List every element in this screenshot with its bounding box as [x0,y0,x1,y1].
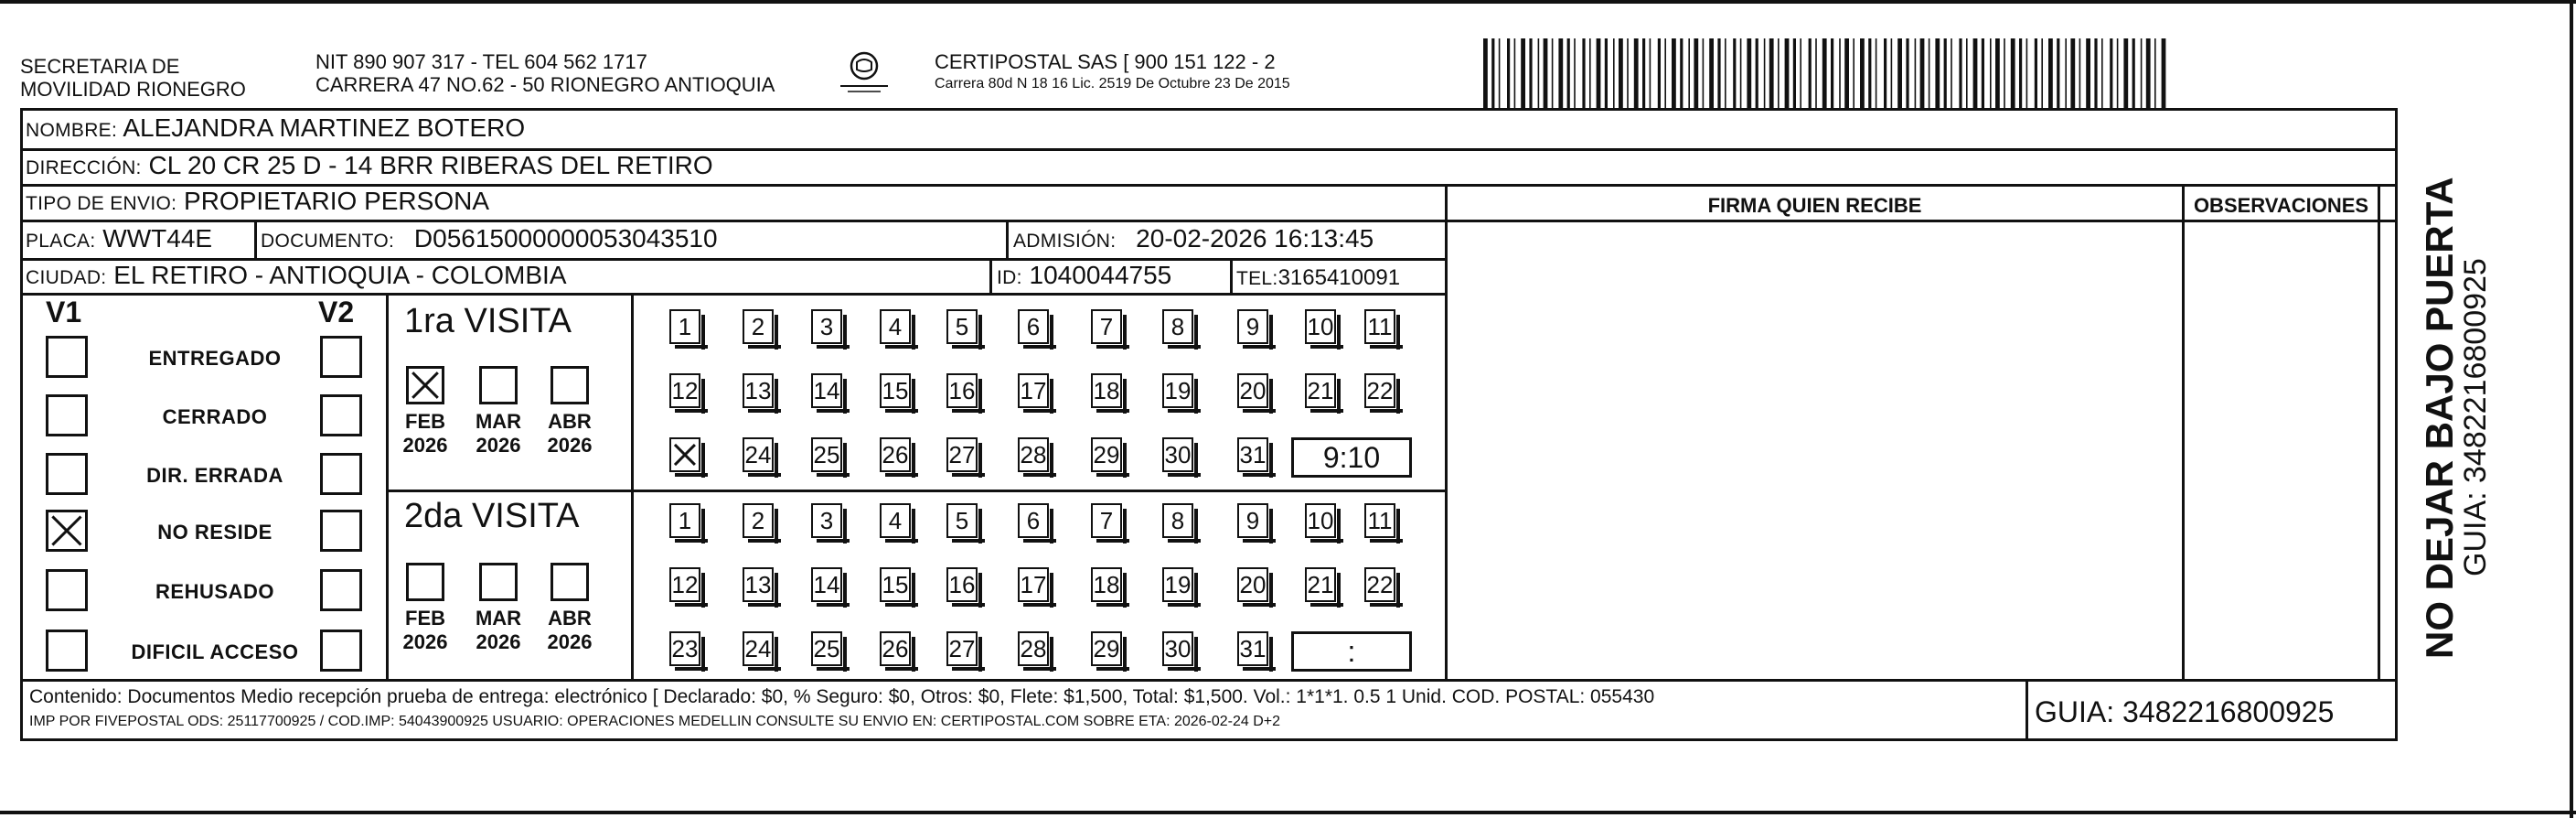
ciudad-cell [26,261,567,290]
barcode-bar [1860,38,1865,108]
visit1-day-box[interactable]: 2 [743,309,774,344]
visit1-month-label: ABR [548,410,592,433]
barcode-bar [1884,38,1887,108]
admision-label: ADMISIÓN: [1013,231,1117,252]
documento-label: DOCUMENTO: [261,231,395,252]
visit1-day-box[interactable]: 7 [1091,309,1122,344]
x-mark-icon [51,515,82,546]
visit2-day-box[interactable]: 10 [1305,503,1336,538]
barcode-bar [2019,38,2022,108]
col-line [2026,679,2028,741]
visit2-day-box[interactable]: 18 [1091,567,1122,602]
row-line [20,220,2398,222]
row-line [2186,220,2398,222]
barcode-bar [1619,38,1623,108]
barcode-bar [1694,38,1698,108]
address-line: CARRERA 47 NO.62 - 50 RIONEGRO ANTIOQUIA [315,73,775,96]
col-line [1230,258,1233,293]
barcode-bar [1951,38,1952,108]
barcode-bar [1658,38,1661,108]
placa-cell [26,224,212,253]
v2-checkbox[interactable] [320,630,362,672]
visit2-year-label: 2026 [402,630,448,653]
barcode-bar [1785,38,1790,108]
visit2-month-label: ABR [548,607,592,630]
side-big: NO DEJAR BAJO PUERTA [2418,177,2461,659]
barcode-bar [1613,38,1615,108]
visit1-time-box[interactable]: 9:10 [1291,437,1412,478]
visit2-day-box[interactable]: 22 [1364,567,1395,602]
visit1-day-box[interactable]: 18 [1091,373,1122,408]
v1-checkbox[interactable] [46,630,88,672]
v1-checkbox[interactable] [46,394,88,436]
barcode-bar [1688,38,1690,108]
courier-line2: Carrera 80d N 18 16 Lic. 2519 De Octubre 23 De 2015 [935,76,1290,91]
barcode-bar [1605,38,1608,108]
barcode-bar [1634,38,1639,108]
ciudad-value: EL RETIRO - ANTIOQUIA - COLOMBIA [113,261,567,289]
status-label: NO RESIDE [157,521,273,544]
nombre-row [26,113,525,143]
barcode-bar [2146,38,2151,108]
v1-checkbox[interactable] [46,336,88,378]
visit1-day-box[interactable]: 6 [1018,309,1049,344]
visit1-day-box[interactable]: 25 [811,437,842,472]
barcode-bar [1778,38,1780,108]
tipo-label: TIPO DE ENVIO: [26,193,177,214]
barcode-bar [1650,38,1651,108]
barcode-bar [2057,38,2059,108]
visit1-day-box[interactable]: 17 [1018,373,1049,408]
barcode-bar [1574,38,1576,108]
visit1-month-label: FEB [405,410,445,433]
visit2-day-box[interactable]: 8 [1162,503,1193,538]
barcode-bar [2026,38,2028,108]
direccion-value: CL 20 CR 25 D - 14 BRR RIBERAS DEL RETIRO [148,151,713,179]
barcode-bar [1891,38,1893,108]
side-text [2383,146,2566,659]
barcode-bar [1703,38,1705,108]
barcode-bar [1582,38,1585,108]
barcode-bar [2094,38,2097,108]
barcode-bar [1538,38,1540,108]
visit1-day-box[interactable]: 20 [1237,373,1268,408]
visit1-day-box[interactable]: 11 [1364,309,1395,344]
status-label: REHUSADO [155,580,274,603]
barcode-bar [1973,38,1978,108]
visit2-day-box[interactable]: 11 [1364,503,1395,538]
visit1-day-box[interactable]: 8 [1162,309,1193,344]
status-label: DIR. ERRADA [146,464,283,487]
barcode-bar [1839,38,1841,108]
tel-cell [1236,265,1400,291]
nombre-label: NOMBRE: [26,120,118,141]
visit2-day-box[interactable]: 19 [1162,567,1193,602]
barcode-bar [1597,38,1601,108]
visit2-day-box[interactable]: 13 [743,567,774,602]
visit2-day-box[interactable]: 20 [1237,567,1268,602]
visit1-day-box[interactable]: 1 [669,309,700,344]
visit2-day-box[interactable]: 15 [880,567,911,602]
visit1-day-box[interactable]: 3 [811,309,842,344]
barcode-bar [1544,38,1548,108]
barcode-bar [1966,38,1968,108]
barcode-bar [2123,38,2128,108]
col-line [631,293,634,679]
barcode-bar [1906,38,1908,108]
barcode-bar [1935,38,1940,108]
barcode-bar [1514,38,1516,108]
visit1-day-box[interactable]: 15 [880,373,911,408]
visit1-month-checkbox[interactable] [550,366,589,404]
visit2-day-box[interactable]: 2 [743,503,774,538]
col-line [2378,184,2380,679]
visit1-day-box[interactable]: 16 [946,373,978,408]
barcode-bar [1809,38,1812,108]
visit1-year-label: 2026 [402,434,448,457]
visit2-day-box[interactable]: 24 [743,631,774,666]
courier-info [935,50,1290,93]
side-guia: GUIA: 3482216800925 [2458,258,2493,576]
barcode-bar [1822,38,1827,108]
col-line [989,258,992,293]
v1-checkbox[interactable] [46,453,88,495]
barcode-bar [1844,38,1849,108]
visit1-day-box[interactable]: 13 [743,373,774,408]
visit2-day-box[interactable]: 6 [1018,503,1049,538]
visit2-year-label: 2026 [547,630,593,653]
barcode-bar [2117,38,2119,108]
visit2-day-box[interactable]: 31 [1237,631,1268,666]
barcode-bar [1680,38,1683,108]
barcode-bar [1929,38,1930,108]
visit1-day-box[interactable]: 14 [811,373,842,408]
visit2-day-box[interactable]: 27 [946,631,978,666]
visit2-day-box[interactable]: 28 [1018,631,1049,666]
visit2-month-checkbox[interactable] [479,563,518,601]
courier-logo-icon [837,48,892,101]
barcode-bar [1483,38,1488,108]
visit2-day-box[interactable]: 30 [1162,631,1193,666]
barcode-bar [1995,38,2000,108]
tipo-row [26,187,489,216]
top-border [0,0,2576,4]
courier-line1: CERTIPOSTAL SAS [ 900 151 122 - 2 [935,50,1276,73]
v2-checkbox[interactable] [320,336,362,378]
direccion-row [26,151,713,180]
col-line [1006,220,1009,258]
firma-header: FIRMA QUIEN RECIBE [1707,194,1922,217]
barcode [1481,38,2167,108]
barcode-bar [1959,38,1961,108]
bottom-border [0,811,2576,814]
barcode-bar [2086,38,2090,108]
visit2-day-box[interactable]: 14 [811,567,842,602]
barcode-bar [1740,38,1742,108]
visit2-day-box[interactable]: 9 [1237,503,1268,538]
v2-checkbox[interactable] [320,510,362,552]
barcode-bar [1709,38,1714,108]
visit1-day-box[interactable]: 4 [880,309,911,344]
barcode-bar [2101,38,2103,108]
barcode-bar [1627,38,1629,108]
visit1-month-checkbox[interactable] [406,366,444,404]
tel-value: 3165410091 [1277,265,1401,290]
barcode-bar [1725,38,1726,108]
visit1-month-label: MAR [475,410,522,433]
visit1-day-box[interactable] [669,437,700,472]
barcode-bar [2110,38,2112,108]
visit2-month-label: MAR [475,607,522,630]
visit2-day-box[interactable]: 25 [811,631,842,666]
barcode-bar [1915,38,1917,108]
nit-line: NIT 890 907 317 - TEL 604 562 1717 [315,50,647,73]
x-mark-icon [674,442,696,468]
visit1-day-box[interactable]: 12 [669,373,700,408]
org-line2: MOVILIDAD RIONEGRO [20,78,246,101]
barcode-bar [1672,38,1676,108]
barcode-bar [1769,38,1774,108]
org-name [20,55,246,101]
nombre-value: ALEJANDRA MARTINEZ BOTERO [123,113,526,142]
v1-checkbox[interactable] [46,569,88,611]
visit1-day-box[interactable]: 22 [1364,373,1395,408]
barcode-bar [1982,38,1984,108]
row-line [20,293,1447,296]
visit1-day-box[interactable]: 9 [1237,309,1268,344]
org-line1: SECRETARIA DE [20,55,180,78]
barcode-bar [1664,38,1666,108]
visit2-day-box[interactable]: 16 [946,567,978,602]
id-value: 1040044755 [1029,261,1172,289]
barcode-bar [1897,38,1902,108]
barcode-bar [2070,38,2075,108]
v1-checkbox[interactable] [46,510,88,552]
barcode-bar [2035,38,2037,108]
documento-cell [261,224,718,253]
visit1-day-box[interactable]: 5 [946,309,978,344]
visit1-day-box[interactable]: 31 [1237,437,1268,472]
barcode-bar [1876,38,1877,108]
placa-label: PLACA: [26,231,96,252]
observaciones-header: OBSERVACIONES [2193,194,2369,217]
v1-header: V1 [46,296,82,328]
id-cell [997,261,1171,290]
contenido-text: Contenido: Documentos Medio recepción prueba de entrega: electrónico [ Declarado: $0, % Seguro: $0, Otros: $0, Flete: $1,500, Total: $1,500. Vol.: 1*1*1. 0.5 1 Unid. COD. POSTAL: 055430 [29,686,1655,707]
visit2-month-label: FEB [405,607,445,630]
direccion-label: DIRECCIÓN: [26,157,142,178]
barcode-bar [1990,38,1992,108]
visit2-year-label: 2026 [476,630,521,653]
barcode-bar [1793,38,1796,108]
barcode-bar [1853,38,1855,108]
visit1-day-box[interactable]: 10 [1305,309,1336,344]
visit1-day-box[interactable]: 28 [1018,437,1049,472]
visit2-title: 2da VISITA [404,497,580,535]
visit1-year-label: 2026 [476,434,521,457]
col-line [2182,184,2185,679]
barcode-bar [1868,38,1871,108]
barcode-bar [1756,38,1758,108]
status-label: DIFICIL ACCESO [131,640,299,663]
barcode-bar [1589,38,1591,108]
visit2-day-box[interactable]: 4 [880,503,911,538]
visit2-day-box[interactable]: 29 [1091,631,1122,666]
visit1-day-box[interactable]: 27 [946,437,978,472]
visit1-title: 1ra VISITA [404,302,572,340]
tipo-value: PROPIETARIO PERSONA [184,187,490,215]
visit2-day-box[interactable]: 23 [669,631,700,666]
row-line [20,679,2398,682]
visit2-month-checkbox[interactable] [550,563,589,601]
visit2-day-box[interactable]: 7 [1091,503,1122,538]
visit1-day-box[interactable]: 30 [1162,437,1193,472]
visit1-day-box[interactable]: 26 [880,437,911,472]
footer-guia: GUIA: 3482216800925 [2035,695,2335,728]
visit2-day-box[interactable]: 3 [811,503,842,538]
barcode-bar [1815,38,1817,108]
barcode-bar [1733,38,1736,108]
tel-label: TEL: [1236,268,1278,289]
x-mark-icon [412,371,439,399]
v2-checkbox[interactable] [320,569,362,611]
barcode-bar [1567,38,1570,108]
barcode-bar [1831,38,1833,108]
barcode-bar [1491,38,1494,108]
barcode-bar [1800,38,1801,108]
barcode-bar [2079,38,2081,108]
barcode-bar [1642,38,1645,108]
barcode-bar [1764,38,1766,108]
barcode-bar [1521,38,1525,108]
visit2-day-box[interactable]: 21 [1305,567,1336,602]
imp-text: IMP POR FIVEPOSTAL ODS: 25117700925 / COD.IMP: 54043900925 USUARIO: OPERACIONES MEDELLIN CONSULTE SU ENVIO EN: CERTIPOSTAL.COM SOBRE ETA: 2026-02-24 D+2 [29,714,1281,729]
barcode-bar [1920,38,1925,108]
visit2-day-box[interactable]: 5 [946,503,978,538]
col-line [1445,184,1448,679]
id-label: ID: [997,267,1022,288]
barcode-bar [2162,38,2166,108]
barcode-bar [2065,38,2067,108]
visit2-day-box[interactable]: 1 [669,503,700,538]
col-line [254,220,257,258]
visit1-year-label: 2026 [547,434,593,457]
barcode-bar [1944,38,1947,108]
barcode-bar [1558,38,1563,108]
placa-value: WWT44E [102,224,213,253]
barcode-bar [2004,38,2005,108]
visit2-day-box[interactable]: 12 [669,567,700,602]
barcode-bar [2048,38,2053,108]
visit1-day-box[interactable]: 24 [743,437,774,472]
status-label: CERRADO [162,405,268,428]
barcode-bar [2141,38,2143,108]
visit1-day-box[interactable]: 21 [1305,373,1336,408]
admision-value: 20-02-2026 16:13:45 [1136,224,1374,253]
barcode-bar [2041,38,2043,108]
visit2-month-checkbox[interactable] [406,563,444,601]
barcode-bar [1717,38,1720,108]
barcode-bar [1499,38,1501,108]
visit2-day-box[interactable]: 26 [880,631,911,666]
barcode-bar [2154,38,2156,108]
admision-cell [1013,224,1374,253]
documento-value: D05615000000053043510 [413,224,718,253]
v2-checkbox[interactable] [320,394,362,436]
visit1-month-checkbox[interactable] [479,366,518,404]
barcode-bar [1507,38,1510,108]
v2-checkbox[interactable] [320,453,362,495]
barcode-bar [1747,38,1751,108]
barcode-bar [1529,38,1532,108]
status-label: ENTREGADO [148,347,282,370]
ciudad-label: CIUDAD: [26,267,107,288]
barcode-bar [2011,38,2015,108]
v2-header: V2 [318,296,355,328]
org-contact [315,50,775,96]
visit2-time-box[interactable]: : [1291,631,1412,672]
visit2-day-box[interactable]: 17 [1018,567,1049,602]
row-line [386,490,1447,492]
visit1-day-box[interactable]: 29 [1091,437,1122,472]
visit1-day-box[interactable]: 19 [1162,373,1193,408]
right-border [2570,0,2573,818]
col-line [386,293,389,679]
barcode-bar [2132,38,2135,108]
barcode-bar [1552,38,1554,108]
